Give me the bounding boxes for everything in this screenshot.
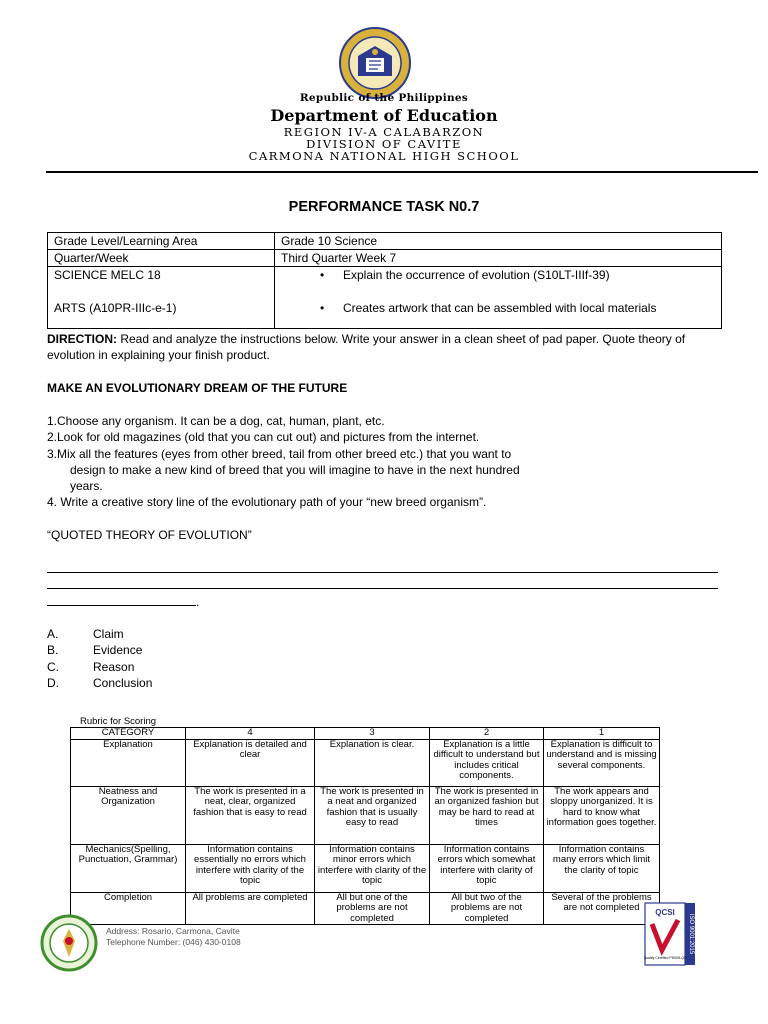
list-item <box>47 675 152 691</box>
rubric-category: Mechanics(Spelling, Punctuation, Grammar) <box>71 844 186 892</box>
department-heading: Department of Education <box>270 106 498 125</box>
page-title: PERFORMANCE TASK N0.7 <box>288 199 480 215</box>
rubric-cell: All problems are completed <box>186 892 315 925</box>
rubric-cell: Explanation is difficult to understand and is missing several components. <box>544 739 660 786</box>
svg-text:QCSI: QCSI <box>655 908 675 917</box>
rubric-category: Neatness and Organization <box>71 786 186 844</box>
rubric-cell: Explanation is a little difficult to understand but includes critical components. <box>430 739 544 786</box>
table-row <box>71 844 660 892</box>
melc-bullet: • Explain the occurrence of evolution (S10LT-IIIf-39) <box>281 268 715 282</box>
rubric-cell: Several of the problems are not completed <box>544 892 660 925</box>
list-item <box>47 626 152 642</box>
step-3-continued: years. <box>70 479 103 494</box>
rubric-header: CATEGORY <box>71 728 186 740</box>
rubric-header: 3 <box>315 728 430 740</box>
rubric-cell: The work appears and sloppy unorganized. It is hard to know what information goes together. <box>544 786 660 844</box>
table-cell: Quarter/Week <box>48 250 275 267</box>
rubric-header: 2 <box>430 728 544 740</box>
answer-line <box>47 572 718 573</box>
rubric-header: 4 <box>186 728 315 740</box>
list-item <box>47 659 152 675</box>
svg-text:ISO 9001:2015: ISO 9001:2015 <box>688 913 694 955</box>
svg-text:Quality Certified PH005-QC: Quality Certified PH005-QC <box>644 956 687 960</box>
region-heading: REGION IV-A CALABARZON <box>283 125 485 139</box>
header-divider <box>46 171 758 173</box>
republic-heading: Republic of the Philippines <box>299 92 469 104</box>
rubric-category: Completion <box>71 892 186 925</box>
rubric-category: Explanation <box>71 739 186 786</box>
division-heading: DIVISION OF CAVITE <box>306 137 462 151</box>
table-cell: Grade Level/Learning Area <box>48 233 275 250</box>
phone-line: Telephone Number: (046) 430-0108 <box>106 937 241 947</box>
rubric-table <box>70 727 660 925</box>
table-cell-melc <box>48 267 275 329</box>
address-line: Address: Rosario, Carmona, Cavite <box>106 926 240 936</box>
direction-paragraph <box>47 331 727 364</box>
option-text: Conclusion <box>93 675 153 690</box>
step-2: 2.Look for old magazines (old that you can cut out) and pictures from the internet. <box>47 430 480 445</box>
answer-line <box>47 605 196 606</box>
footer-address <box>106 926 241 948</box>
rubric-cell: Information contains errors which somewhat interfere with clarity of topic <box>430 844 544 892</box>
table-row <box>71 739 660 786</box>
option-letter: D. <box>47 675 59 690</box>
step-1: 1.Choose any organism. It can be a dog, cat, human, plant, etc. <box>47 414 385 428</box>
answer-line-end: . <box>196 595 200 609</box>
rubric-cell: Information contains many errors which limit the clarity of topic <box>544 844 660 892</box>
rubric-cell: All but one of the problems are not completed <box>315 892 430 925</box>
option-letter: B. <box>47 643 59 658</box>
table-row <box>71 892 660 925</box>
option-letter: A. <box>47 627 59 641</box>
rubric-cell: Information contains minor errors which interfere with clarity of the topic <box>315 844 430 892</box>
option-text: Evidence <box>93 643 143 658</box>
quoted-theory-label: “QUOTED THEORY OF EVOLUTION” <box>47 528 252 542</box>
table-row <box>48 267 722 329</box>
rubric-cell: Explanation is detailed and clear <box>186 739 315 786</box>
section-heading: MAKE AN EVOLUTIONARY DREAM OF THE FUTURE <box>47 381 348 395</box>
rubric-cell: The work is presented in a neat, clear, organized fashion that is easy to read <box>186 786 315 844</box>
table-row <box>48 250 722 267</box>
rubric-caption: Rubric for Scoring <box>80 716 157 727</box>
rubric-cell: Explanation is clear. <box>315 739 430 786</box>
rubric-header-row <box>71 728 660 740</box>
deped-seal-logo <box>338 26 412 100</box>
melc-label: SCIENCE MELC 18 <box>54 268 161 282</box>
option-letter: C. <box>47 659 59 674</box>
iso-certification-badge <box>644 902 696 966</box>
rubric-header: 1 <box>544 728 660 740</box>
list-item <box>47 642 152 658</box>
step-3-continued: design to make a new kind of breed that you will imagine to have in the next hundred <box>70 462 520 477</box>
info-table <box>47 232 722 329</box>
table-row <box>48 233 722 250</box>
answer-line <box>47 588 718 589</box>
option-text: Claim <box>93 627 124 641</box>
rubric-cell: The work is presented in an organized fashion but may be hard to read at times <box>430 786 544 844</box>
direction-text: Read and analyze the instructions below. Write your answer in a clean sheet of pad paper. Quote theory of evolution in explaining your finish product. <box>47 332 686 363</box>
step-3: 3.Mix all the features (eyes from other breed, tail from other breed etc.) that you want to <box>47 446 512 461</box>
options-list <box>47 626 152 691</box>
table-cell: Third Quarter Week 7 <box>275 250 722 267</box>
direction-label: DIRECTION: <box>47 332 117 346</box>
rubric-cell: Information contains essentially no errors which interfere with clarity of the topic <box>186 844 315 892</box>
table-cell-competencies <box>275 267 722 329</box>
table-cell: Grade 10 Science <box>275 233 722 250</box>
option-text: Reason <box>93 659 135 674</box>
rubric-cell: All but two of the problems are not completed <box>430 892 544 925</box>
arts-bullet: • Creates artwork that can be assembled with local materials <box>281 301 715 315</box>
rubric-cell: The work is presented in a neat and organized fashion that is usually easy to read <box>315 786 430 844</box>
step-4: 4. Write a creative story line of the evolutionary path of your “new breed organism”. <box>47 495 487 510</box>
school-seal-logo <box>40 914 98 972</box>
school-heading: CARMONA NATIONAL HIGH SCHOOL <box>248 149 520 163</box>
steps-list <box>47 413 727 511</box>
arts-label: ARTS (A10PR-IIIc-e-1) <box>54 301 177 315</box>
table-row <box>71 786 660 844</box>
